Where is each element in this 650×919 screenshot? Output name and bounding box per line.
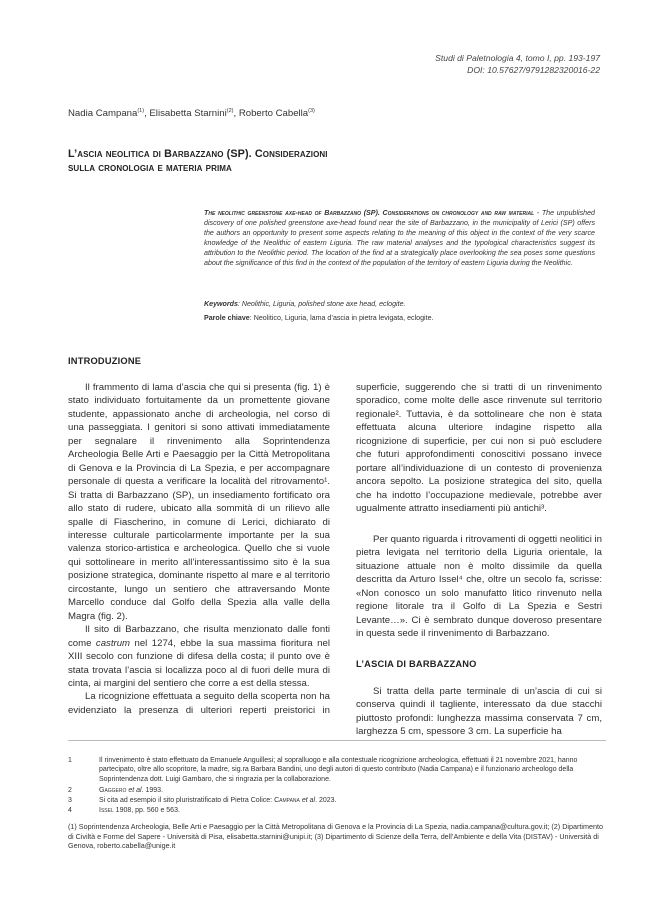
footnote-text [99, 796, 605, 805]
footnote-number: 2 [68, 787, 72, 794]
paragraph: Il frammento di lama d’ascia che qui si presenta (fig. 1) è stato individuato fortuitamente da un promettente giovane studente, appassionato anche di archeologia, nel corso di una passeggiata. I genitori si sono attivati immediatamente per segnalare il rinvenimento alla Soprintendenza Archeologia Belle Arti e Paesaggio per la Città Metropolitana di Genova e la Provincia di La Spezia, e per accompagnare personale di questa a verificare la località del ritrovamento¹. Si tratta di Barbazzano (SP), un insediamento fortificato ora allo stato di rudere, ubicato alla sommità di un rilievo alle spalle di Fiascherino, in comune di Lerici, dichiarato di interesse culturale particolarmente importante per la sua valenza storico-artistica e archeologica. Quello che si vuole qui sottolineare in merito all’interessantissimo sito è la sua posizione strategica, dominante rispetto al mare e al territorio circostante, lungo un sentiero che attraversando Monte Marcello conduce dal Golfo della Spezia alla valle della Magra (fig. 2). [68, 382, 330, 622]
citation-year: . 2023. [315, 797, 337, 804]
section-heading-ascia: L’ASCIA DI BARBAZZANO [356, 659, 477, 669]
citation-pages: 1908, pp. 560 e 563. [113, 807, 180, 814]
section-heading-introduzione: INTRODUZIONE [68, 356, 142, 366]
text-run: Il sito di Barbazzano, che risulta menzionato dalle fonti come [68, 624, 330, 649]
parole-chiave-label: Parole chiave [204, 314, 250, 322]
title-line: L’ascia neolitica di Barbazzano (SP). Considerazioni [68, 148, 328, 160]
citation-etal: et al [126, 787, 142, 794]
journal-citation: Studi di Paletnologia 4, tomo I, pp. 193-197 [435, 53, 600, 63]
keywords-label: Keywords [204, 300, 238, 308]
footnote-number: 1 [68, 757, 72, 764]
footnote-prefix: Si cita ad esempio il sito pluristratificato di Pietra Colice: [99, 797, 275, 804]
citation-author: Gaggero [99, 787, 127, 794]
footnote-text [99, 786, 605, 795]
abstract [204, 209, 595, 268]
citation-year: . 1993. [141, 787, 164, 794]
author-name: Nadia Campana [68, 108, 138, 120]
affiliation-marker: (2) [226, 108, 234, 114]
footnote-number: 4 [68, 807, 72, 814]
author-name: , Elisabetta Starnini [144, 108, 227, 120]
citation-author: Campana [274, 797, 300, 804]
body-column-right [356, 381, 602, 641]
author-name: , Roberto Cabella [233, 108, 309, 120]
text-run-italic: castrum [95, 637, 131, 649]
paragraph: Si tratta della parte terminale di un’ascia di cui si conserva quindi il tagliente, interessato da due stacchi piuttosto profondi: lunghezza massima conservata 7 cm, larghezza 5 cm, spessore 3 cm. La superficie ha [356, 686, 602, 738]
affiliation-marker: (1) [137, 108, 145, 114]
paragraph [68, 623, 330, 690]
abstract-text: - The unpublished discovery of one polished greenstone axe-head found near the site of Barbazzano, in the municipality of Lerici (SP) offers the authors an opportunity to present some aspects relating to the meaning of this object in the context of the very scarce knowledge of the Neolithic of eastern Liguria. The raw material analyses and the typological characteristics suggest its attribution to the Neolithic period. The location of the find at a strategically place overlooking the sea poses some questions about the significance of this find in the context of the population of the territory of eastern Liguria during the Neolithic. [204, 209, 595, 267]
paragraph: superficie, suggerendo che si tratti di un rinvenimento sporadico, come molte delle asce rinvenute sul territorio regionale². Tuttavia, è da sottolineare che non è stata effettuata alcuna ulteriore indagine rispetto alla ricognizione di superficie, per cui non si può escludere che futuri approfondimenti conoscitivi possano invece portare all’individuazione di un contesto di provenienza ancora sepolto. La posizione strategica del sito, quella che ha indotto l’occupazione medievale, potrebbe aver ugualmente attratto insediamenti più antichi³. [356, 381, 602, 514]
journal-doi: DOI: 10.57627/9791282320016-22 [467, 64, 600, 75]
footnote-text: Il rinvenimento è stato effettuato da Emanuele Anguillesi; al sopralluogo e alla contestuale ricognizione archeologica, effettuati il 21 novembre 2021, hanno partecipato, oltre allo scopritore, la madre, sig.ra Barbara Bandini, uno degli autori di questo contributo (Nadia Campana) e il funzionario archeologo della Soprintendenza dott. Luigi Gambaro, che si ringrazia per la collaborazione. [99, 757, 578, 783]
footnote-number: 3 [68, 797, 72, 804]
body-column-right-lower [356, 685, 602, 739]
parole-chiave [204, 313, 595, 323]
footnote-text [99, 806, 605, 815]
parole-chiave-text: : Neolitico, Liguria, lama d’ascia in pietra levigata, eclogite. [249, 314, 434, 322]
paper-title [68, 147, 588, 175]
footnote-divider [68, 740, 606, 741]
keywords [204, 299, 595, 309]
keywords-text: : Neolithic, Liguria, polished stone axe head, eclogite. [237, 300, 406, 308]
journal-header [435, 53, 600, 76]
citation-author: Issel [99, 807, 114, 814]
paragraph-continuation [356, 381, 602, 529]
affiliation-marker: (3) [308, 108, 315, 114]
paragraph: La ricognizione effettuata a seguito della scoperta non ha evidenziato la presenza di ulteriori reperti preistorici in [68, 691, 330, 716]
title-line: sulla cronologia e materia prima [68, 162, 232, 174]
author-affiliations: (1) Soprintendenza Archeologia, Belle Arti e Paesaggio per la Città Metropolitana di Genova e la Provincia di La Spezia, nadia.campana@cultura.gov.it; (2) Dipartimento di Civiltà e Forme del Sapere - Università di Pisa, elisabetta.starnini@unipi.it; (3) Dipartimento di Scienze della Terra, dell’Ambiente e della Vita (DISTAV) - Università di Genova, roberto.cabella@unige.it [68, 822, 603, 851]
english-title: The neolithic greenstone axe-head of Barbazzano (SP). Considerations on chronology and raw material [204, 209, 535, 217]
author-list [68, 108, 315, 119]
text-run: nel 1274, ebbe la sua massima fioritura nel XIII secolo con funzione di difesa della costa; il punto ove è stata trovata l’ascia si localizza poco al di fuori delle mura di cinta, ai margini del sentiero che corre a est della stessa. [68, 637, 330, 689]
paragraph: Per quanto riguarda i ritrovamenti di oggetti neolitici in pietra levigata nel territorio della Liguria orientale, la situazione attuale non è molto dissimile da quella descritta da Arturo Issel⁴ che, oltre un secolo fa, scrisse: «Non conosco un solo manufatto litico rinvenuto nella regione litorale tra il Golfo di La Spezia e Sestri Levante…». Ci è sembrato dunque doveroso presentare in questa sede il rinvenimento di Barbazzano. [356, 534, 602, 640]
citation-etal: et al [299, 797, 316, 804]
body-column-left [68, 381, 330, 717]
